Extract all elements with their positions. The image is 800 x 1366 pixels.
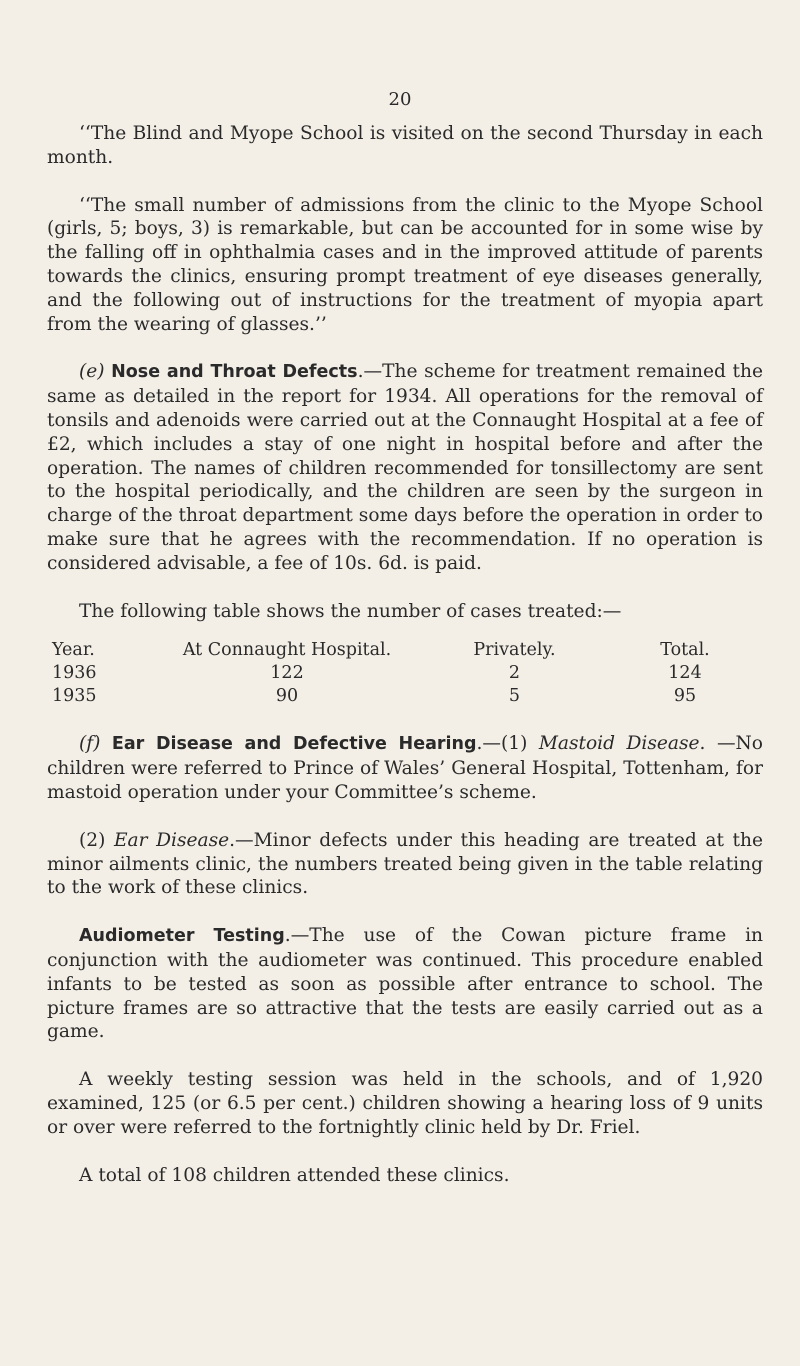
- table-intro: The following table shows the number of cases treated:—: [79, 600, 622, 622]
- paragraph-weekly-testing: A weekly testing session was held in the schools, and of 1,920 examined, 125 (or 6.5 per cent.) children showing a hearing loss of 9 units or over were referred to the fortnightly clinic held by Dr. Friel.: [47, 1069, 763, 1138]
- ear-body: .—Minor defects under this heading are treated at the minor ailments clinic, the numbers treated being given in the table relating to the work of these clinics.: [47, 829, 764, 899]
- cases-table: [47, 639, 763, 708]
- table-cell-total: 124: [668, 663, 702, 684]
- paragraph-myope-admissions: ‘‘The small number of admissions from the clinic to the Myope School (girls, 5; boys, 3) is remarkable, but can be accounted for in some wise by the falling off in ophthalmia cases and in the improved attitude of parents towards the clinics, ensuring prompt treatment of eye diseases generally, and the following out of instructions for the treatment of myopia apart from the wearing of glasses.’’: [47, 194, 763, 335]
- section-e-heading: Nose and Throat Defects: [111, 362, 358, 383]
- ear-italic: Ear Disease: [113, 829, 230, 851]
- table-header-row: [47, 639, 763, 662]
- table-cell-year: 1935: [52, 686, 97, 707]
- section-f-sub: Mastoid Disease: [538, 733, 700, 755]
- table-header-total: Total.: [660, 640, 710, 661]
- paragraph-total-attended: A total of 108 children attended these clinics.: [79, 1164, 510, 1186]
- paragraph-ear-disease: [47, 829, 763, 900]
- table-cell-total: 95: [673, 686, 697, 707]
- section-f-heading: Ear Disease and Defective Hearing: [111, 734, 477, 755]
- section-f-body: . —No children were referred to Prince of Wales’ General Hospital, Tottenham, for mastoid operation under your Committee’s scheme.: [47, 733, 764, 803]
- audiometer-heading: Audiometer Testing: [79, 926, 285, 947]
- table-header-connaught: At Connaught Hospital.: [182, 640, 392, 661]
- page-body: [47, 88, 763, 1187]
- table-cell-privately: 5: [508, 686, 521, 707]
- table-row: [47, 685, 763, 708]
- table-cell-connaught: 90: [275, 686, 299, 707]
- paragraph-audiometer: [47, 924, 763, 1044]
- section-e-prefix: (e): [79, 361, 105, 383]
- page-number: 20: [388, 89, 412, 110]
- table-header-privately: Privately.: [473, 640, 556, 661]
- section-ear-disease: [47, 732, 763, 804]
- paragraph-blind-myope-visits: ‘‘The Blind and Myope School is visited on the second Thursday in each month.: [47, 123, 763, 168]
- section-e-body: .—The scheme for treatment remained the same as detailed in the report for 1934. All operations for the removal of tonsils and adenoids were carried out at the Connaught Hospital at a fee of £2, which includes a stay of one night in hospital before and after the operation. The names of children recommended for tonsillectomy are sent to the hospital periodically, and the children are seen by the surgeon in charge of the throat department some days before the operation in order to make sure that he agrees with the recommendation. If no operation is considered advisable, a fee of 10s. 6d. is paid.: [47, 361, 764, 574]
- table-cell-year: 1936: [52, 663, 97, 684]
- table-cell-connaught: 122: [270, 663, 304, 684]
- table-header-year: Year.: [52, 640, 95, 661]
- table-cell-privately: 2: [508, 663, 521, 684]
- section-f-sep: .—(1): [476, 733, 539, 755]
- table-row: [47, 662, 763, 685]
- ear-prefix: (2): [79, 829, 114, 851]
- section-nose-throat: [47, 360, 763, 575]
- audiometer-body: .—The use of the Cowan picture frame in conjunction with the audiometer was continued. This procedure enabled infants to be tested as soon as possible after entrance to school. The picture frames are so attractive that the tests are easily carried out as a game.: [47, 925, 764, 1043]
- section-f-prefix: (f): [79, 733, 101, 755]
